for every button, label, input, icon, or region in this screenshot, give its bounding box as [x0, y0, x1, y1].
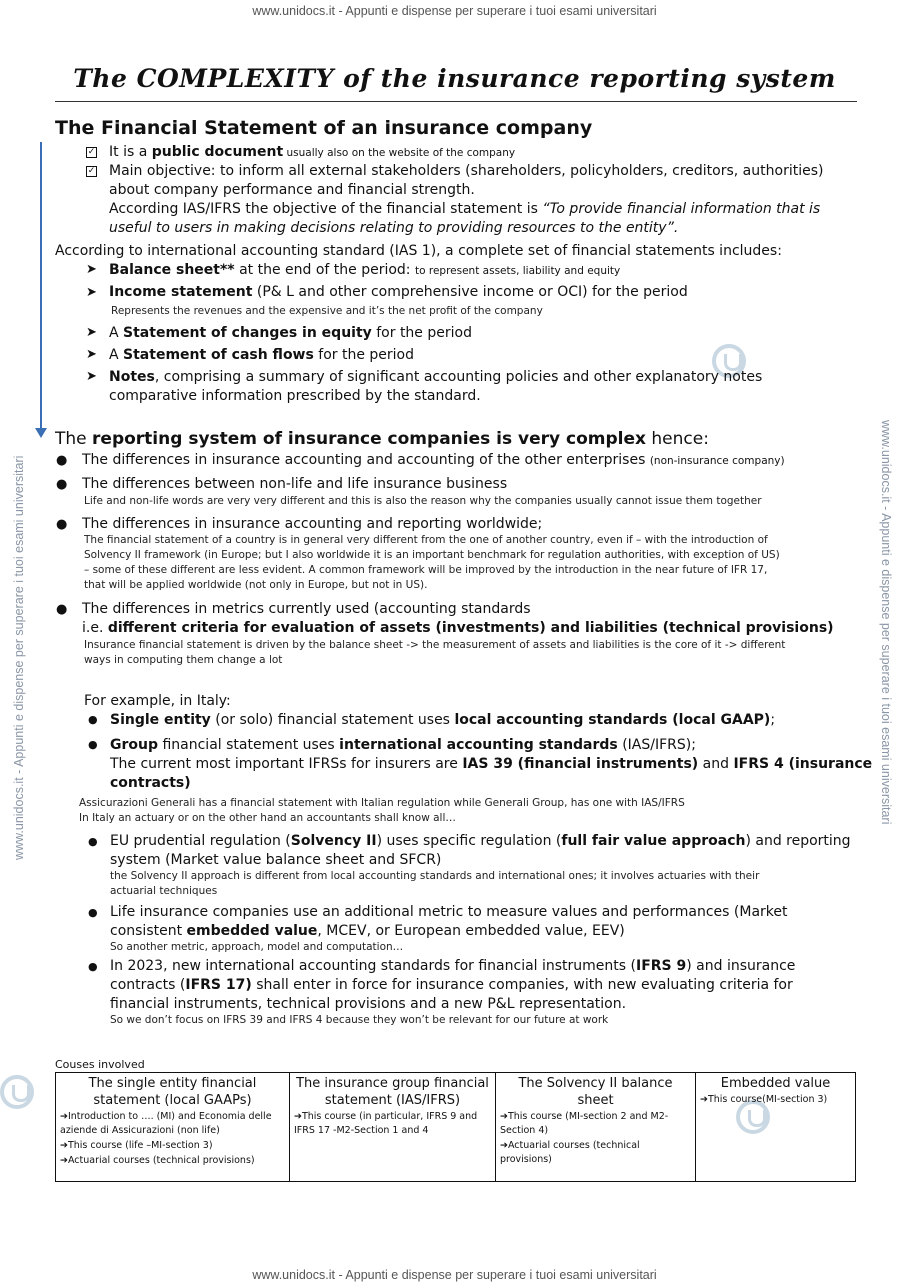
- watermark-top: www.unidocs.it - Appunti e dispense per superare i tuoi esami universitari: [252, 4, 657, 18]
- bomb-bullet-icon: ●: [56, 453, 68, 468]
- difference-metrics-criteria: i.e. different criteria for evaluation of assets (investments) and liabilities (technical provisions): [82, 620, 834, 636]
- course-item: ➔Introduction to …. (MI) and Economia delle aziende di Assicurazioni (non life): [60, 1111, 272, 1136]
- check-item-main-objective: Main objective: to inform all external stakeholders (shareholders, policyholders, creditors, authorities): [109, 163, 824, 179]
- check-item-public-document: It is a public document usually also on the website of the company: [109, 144, 516, 160]
- difference-worldwide-note-1: The financial statement of a country is in general very different from the one of another country, even if – with the introduction of: [84, 534, 768, 546]
- course-column-title: The Solvency II balance sheet: [518, 1076, 673, 1108]
- course-item: ➔This course (in particular, IFRS 9 and IFRS 17 -M2-Section 1 and 4: [294, 1111, 478, 1136]
- course-column-title: The insurance group financial statement (IAS/IFRS): [296, 1076, 489, 1108]
- bomb-bullet-icon: ●: [56, 477, 68, 492]
- course-column-title: The single entity financial statement (local GAAPs): [88, 1076, 257, 1108]
- example-group-ifrs: The current most important IFRSs for insurers are IAS 39 (financial instruments) and IFRS 4 (insurance: [110, 756, 873, 772]
- course-item: ➔This course (life –MI-section 3): [60, 1140, 213, 1151]
- section-heading-reporting-complex: The reporting system of insurance companies is very complex hence:: [55, 429, 709, 449]
- example-embedded-value-note: So another metric, approach, model and computation…: [110, 941, 404, 953]
- watermark-side-right: www.unidocs.it - Appunti e dispense per superare i tuoi esami universitari: [879, 420, 893, 825]
- difference-metrics: The differences in metrics currently used (accounting standards: [82, 601, 531, 617]
- example-ifrs-2023-note: So we don’t focus on IFRS 39 and IFRS 4 because they won’t be relevant for our future at work: [110, 1014, 609, 1026]
- example-intro: For example, in Italy:: [84, 693, 231, 709]
- arrow-bullet-icon: ➤: [86, 262, 97, 277]
- example-group-ifrs-line2: contracts): [110, 775, 191, 791]
- example-embedded-value-line2: consistent embedded value, MCEV, or European embedded value, EEV): [110, 923, 625, 939]
- item-cash-flows: A Statement of cash flows for the period: [109, 347, 415, 363]
- example-solvency-note-1: the Solvency II approach is different from local accounting standards and international ones; it involves actuaries with their: [110, 870, 760, 882]
- example-solvency-note-2: actuarial techniques: [110, 885, 218, 897]
- courses-cell-embedded-value: [696, 1073, 856, 1182]
- dot-bullet-icon: ●: [88, 713, 98, 726]
- example-ifrs-2023-line3: financial instruments, technical provisions and a new P&L representation.: [110, 996, 627, 1012]
- item-notes: Notes, comprising a summary of significant accounting policies and other explanatory notes: [109, 369, 763, 385]
- check-item-ias-objective: According IAS/IFRS the objective of the financial statement is “To provide financial information that is: [109, 201, 821, 217]
- dot-bullet-icon: ●: [88, 906, 98, 919]
- dot-bullet-icon: ●: [88, 738, 98, 751]
- unidocs-logo-icon: [0, 1075, 34, 1109]
- courses-cell-solvency: [496, 1073, 696, 1182]
- title-divider: [55, 101, 857, 102]
- watermark-side-left: www.unidocs.it - Appunti e dispense per superare i tuoi esami universitari: [12, 455, 26, 860]
- arrow-head-icon: [35, 428, 47, 438]
- generali-note: Assicurazioni Generali has a financial statement with Italian regulation while Generali Group, has one with IAS/IFRS: [79, 797, 685, 809]
- watermark-bottom: www.unidocs.it - Appunti e dispense per superare i tuoi esami universitari: [252, 1268, 657, 1282]
- example-group: Group financial statement uses international accounting standards (IAS/IFRS);: [110, 737, 696, 753]
- course-item: ➔Actuarial courses (technical provisions): [60, 1155, 255, 1166]
- checkbox-icon: ✓: [87, 147, 96, 157]
- bomb-bullet-icon: ●: [56, 517, 68, 532]
- example-solvency: EU prudential regulation (Solvency II) uses specific regulation (full fair value approach) and reporting: [110, 833, 851, 849]
- actuary-note: In Italy an actuary or on the other hand an accountants shall know all…: [79, 812, 456, 824]
- difference-worldwide: The differences in insurance accounting and reporting worldwide;: [82, 516, 543, 532]
- courses-cell-single-entity: [56, 1073, 290, 1182]
- difference-life-nonlife-note: Life and non-life words are very very different and this is also the reason why the companies usually cannot issue them together: [84, 495, 762, 507]
- check-item-ias-objective-line2: useful to users in making decisions relating to providing resources to the entity”.: [109, 220, 679, 236]
- example-ifrs-2023-line2: contracts (IFRS 17) shall enter in force for insurance companies, with new evaluating criteria for: [110, 977, 793, 993]
- dot-bullet-icon: ●: [88, 960, 98, 973]
- example-embedded-value: Life insurance companies use an additional metric to measure values and performances (Market: [110, 904, 788, 920]
- item-income-statement-note: Represents the revenues and the expensive and it’s the net profit of the company: [111, 305, 543, 317]
- example-ifrs-2023: In 2023, new international accounting standards for financial instruments (IFRS 9) and insurance: [110, 958, 796, 974]
- item-notes-line2: comparative information prescribed by the standard.: [109, 388, 481, 404]
- arrow-bullet-icon: ➤: [86, 325, 97, 340]
- example-solvency-line2: system (Market value balance sheet and SFCR): [110, 852, 442, 868]
- arrow-bullet-icon: ➤: [86, 285, 97, 300]
- difference-metrics-note-2: ways in computing them change a lot: [84, 654, 283, 666]
- arrow-bullet-icon: ➤: [86, 369, 97, 384]
- page-title: The COMPLEXITY of the insurance reporting system: [73, 64, 836, 93]
- course-item: ➔This course(MI-section 3): [700, 1094, 828, 1105]
- item-income-statement: Income statement (P& L and other comprehensive income or OCI) for the period: [109, 284, 688, 300]
- difference-worldwide-note-4: that will be applied worldwide (not only in Europe, but not in US).: [84, 579, 428, 591]
- course-item: ➔Actuarial courses (technical provisions): [500, 1140, 640, 1165]
- check-item-main-objective-line2: about company performance and financial strength.: [109, 182, 475, 198]
- difference-insurance-vs-other: The differences in insurance accounting and accounting of the other enterprises (non-insurance company): [82, 452, 785, 468]
- difference-worldwide-note-3: – some of these different are less evident. A common framework will be improved by the introduction in the near future of IFR 17,: [84, 564, 768, 576]
- difference-worldwide-note-2: Solvency II framework (in Europe; but I also worldwide it is an important benchmark for regulation authorities, with exception of US): [84, 549, 780, 561]
- item-changes-in-equity: A Statement of changes in equity for the period: [109, 325, 472, 341]
- example-single-entity: Single entity (or solo) financial statement uses local accounting standards (local GAAP);: [110, 712, 776, 728]
- courses-cell-group: [290, 1073, 496, 1182]
- section-heading-financial-statement: The Financial Statement of an insurance company: [55, 117, 593, 139]
- arrow-bullet-icon: ➤: [86, 347, 97, 362]
- item-balance-sheet: Balance sheet** at the end of the period: to represent assets, liability and equity: [109, 262, 621, 278]
- ias1-intro: According to international accounting standard (IAS 1), a complete set of financial statements includes:: [55, 243, 782, 259]
- bomb-bullet-icon: ●: [56, 602, 68, 617]
- courses-table: [55, 1072, 856, 1182]
- difference-life-nonlife: The differences between non-life and life insurance business: [82, 476, 508, 492]
- difference-metrics-note-1: Insurance financial statement is driven by the balance sheet -> the measurement of assets and liabilities is the core of it -> different: [84, 639, 786, 651]
- courses-label: Couses involved: [55, 1058, 145, 1071]
- course-column-title: Embedded value: [720, 1076, 831, 1091]
- checkbox-icon: ✓: [87, 166, 96, 176]
- course-item: ➔This course (MI-section 2 and M2-Section 4): [500, 1111, 669, 1136]
- dot-bullet-icon: ●: [88, 835, 98, 848]
- down-arrow-icon: [40, 142, 42, 430]
